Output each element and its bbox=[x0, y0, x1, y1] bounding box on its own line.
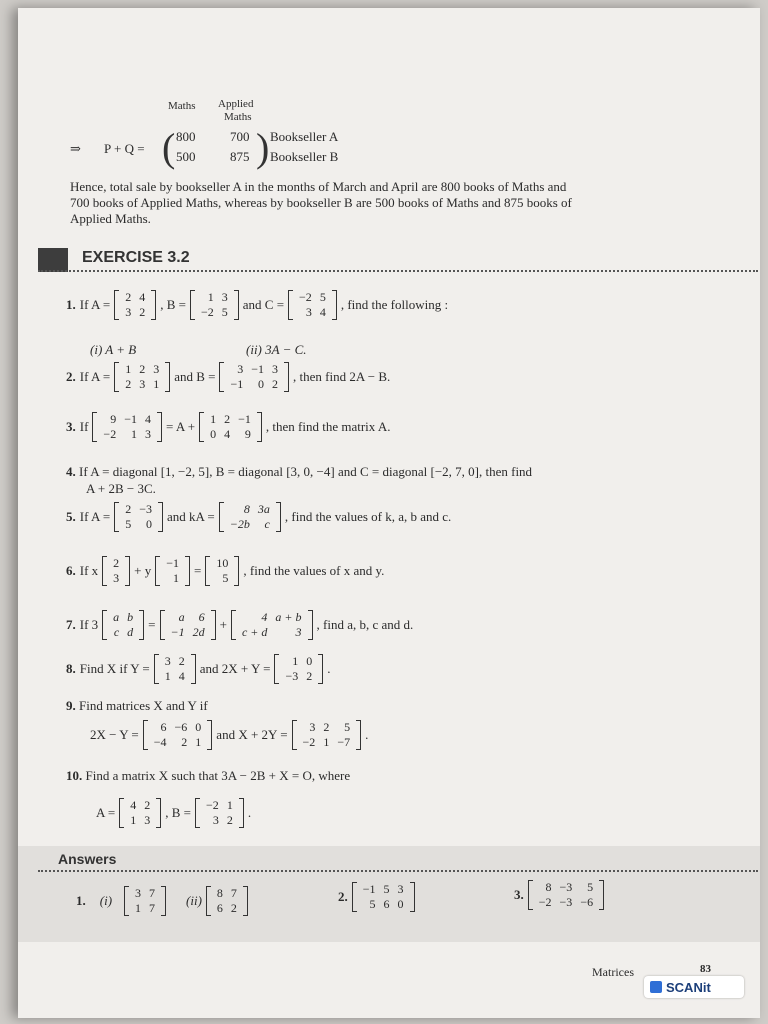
pq-r1c1: 800 bbox=[176, 129, 196, 144]
q1-a-label: If A = bbox=[79, 297, 111, 312]
q7-tail: , find a, b, c and d. bbox=[316, 617, 414, 632]
answer-1-i-matrix: 3 7 1 7 bbox=[124, 886, 166, 916]
q3-tail: , then find the matrix A. bbox=[265, 419, 391, 434]
q9-label: 2X − Y = bbox=[90, 727, 139, 742]
q10-b-label: , B = bbox=[165, 805, 192, 820]
answer-2 bbox=[338, 882, 415, 912]
footer-page-number: 83 bbox=[700, 963, 711, 975]
left-paren: ( bbox=[162, 125, 176, 170]
q1-part-i: (i) A + B bbox=[90, 342, 137, 357]
question-1 bbox=[66, 290, 448, 320]
q5-matrix-ka: 8 3a −2b c bbox=[219, 502, 281, 532]
q8-matrix-r: 1 0 −3 2 bbox=[274, 654, 323, 684]
exercise-title: EXERCISE 3.2 bbox=[82, 249, 190, 266]
question-6 bbox=[66, 556, 384, 586]
question-4 bbox=[66, 464, 532, 480]
right-paren: ) bbox=[256, 125, 270, 170]
exercise-divider bbox=[38, 270, 758, 272]
question-3 bbox=[66, 412, 390, 442]
q9-line-1: Find matrices X and Y if bbox=[79, 698, 208, 713]
q6-vector-1: 2 3 bbox=[102, 556, 130, 586]
q2-a-label: If A = bbox=[79, 369, 111, 384]
q10-matrix-b: −2 1 3 2 bbox=[195, 798, 244, 828]
answers-divider bbox=[38, 870, 758, 872]
q10-a-label: A = bbox=[96, 805, 116, 820]
question-5 bbox=[66, 502, 451, 532]
q7-matrix-p: 4 a + b c + d 3 bbox=[231, 610, 313, 640]
hence-line-1: Hence, total sale by bookseller A in the months of March and April are 800 books of Maths and bbox=[70, 179, 567, 194]
q9-tail: . bbox=[365, 727, 369, 742]
q1-part-ii: (ii) 3A − C. bbox=[246, 342, 307, 357]
q6-number: 6. bbox=[66, 563, 76, 578]
answers-title: Answers bbox=[58, 851, 117, 867]
q5-number: 5. bbox=[66, 509, 76, 524]
question-9 bbox=[66, 698, 208, 714]
q10-tail: . bbox=[247, 805, 252, 820]
q2-tail: , then find 2A − B. bbox=[293, 369, 391, 384]
q5-a-label: If A = bbox=[79, 509, 111, 524]
q7-label: If 3 bbox=[79, 617, 99, 632]
answer-3-matrix: 8 −3 5 −2 −3 −6 bbox=[528, 880, 604, 910]
q6-plus: + y bbox=[134, 563, 152, 578]
q9-equation bbox=[90, 720, 368, 750]
question-10 bbox=[66, 768, 350, 784]
hence-line-2: 700 books of Applied Maths, whereas by bookseller B are 500 books of Maths and 875 books of bbox=[70, 195, 572, 210]
q2-matrix-b: 3 −1 3 −1 0 2 bbox=[219, 362, 289, 392]
q4-line-2: A + 2B − 3C. bbox=[86, 481, 156, 496]
q4-line-1: If A = diagonal [1, −2, 5], B = diagonal [3, 0, −4] and C = diagonal [−2, 7, 0], then find bbox=[79, 464, 533, 479]
answer-1 bbox=[76, 886, 248, 916]
q2-b-label: and B = bbox=[174, 369, 216, 384]
answer-1-ii-label: (ii) bbox=[186, 893, 202, 908]
pq-r1c2: 700 bbox=[230, 129, 250, 144]
q6-vector-3: 10 5 bbox=[205, 556, 239, 586]
question-8 bbox=[66, 654, 330, 684]
q7-matrix-m: a b c d bbox=[102, 610, 144, 640]
answer-3-number: 3. bbox=[514, 887, 524, 902]
q7-number: 7. bbox=[66, 617, 76, 632]
answer-2-number: 2. bbox=[338, 889, 348, 904]
q6-equals: = bbox=[194, 563, 202, 578]
q6-tail: , find the values of x and y. bbox=[243, 563, 385, 578]
q4-number: 4. bbox=[66, 464, 76, 479]
document-page bbox=[18, 8, 760, 1018]
row-label-b: Bookseller B bbox=[270, 149, 339, 164]
q5-tail: , find the values of k, a, b and c. bbox=[284, 509, 452, 524]
col-header-applied: Applied bbox=[218, 98, 254, 110]
q1-matrix-a: 2 4 3 2 bbox=[114, 290, 156, 320]
q2-matrix-a: 1 2 3 2 3 1 bbox=[114, 362, 170, 392]
q3-matrix-n: 1 2 −1 0 4 9 bbox=[199, 412, 262, 442]
q6-vector-2: −1 1 bbox=[155, 556, 190, 586]
q2-number: 2. bbox=[66, 369, 76, 384]
q10-number: 10. bbox=[66, 768, 83, 783]
question-2 bbox=[66, 362, 390, 392]
q9-matrix-m: 6 −6 0 −4 2 1 bbox=[143, 720, 213, 750]
q3-mid: = A + bbox=[165, 419, 196, 434]
q5-mid: and kA = bbox=[166, 509, 215, 524]
q6-label: If x bbox=[79, 563, 99, 578]
q10-equation bbox=[96, 798, 251, 828]
q7-matrix-n: a 6 −1 2d bbox=[160, 610, 216, 640]
p-plus-q-label: P + Q = bbox=[104, 141, 145, 156]
q5-matrix-a: 2 −3 5 0 bbox=[114, 502, 163, 532]
col-header-applied-2: Maths bbox=[224, 111, 252, 123]
q8-tail: . bbox=[327, 661, 331, 676]
exercise-header-block bbox=[38, 248, 68, 272]
q9-number: 9. bbox=[66, 698, 76, 713]
q1-b-label: , B = bbox=[160, 297, 186, 312]
answer-2-matrix: −1 5 3 5 6 0 bbox=[352, 882, 415, 912]
q3-number: 3. bbox=[66, 419, 76, 434]
q9-matrix-n: 3 2 5 −2 1 −7 bbox=[292, 720, 362, 750]
q8-mid: and 2X + Y = bbox=[199, 661, 271, 676]
q7-equals: = bbox=[148, 617, 156, 632]
q1-c-label: and C = bbox=[242, 297, 285, 312]
answer-3 bbox=[514, 880, 604, 910]
q3-matrix-m: 9 −1 4 −2 1 3 bbox=[92, 412, 162, 442]
q1-number: 1. bbox=[66, 297, 76, 312]
q7-plus: + bbox=[219, 617, 227, 632]
scanit-watermark bbox=[644, 976, 744, 998]
q10-line-1: Find a matrix X such that 3A − 2B + X = O, where bbox=[85, 768, 351, 783]
q8-number: 8. bbox=[66, 661, 76, 676]
question-7 bbox=[66, 610, 413, 640]
footer-chapter: Matrices bbox=[592, 965, 634, 979]
answer-1-number: 1. bbox=[76, 893, 86, 908]
scanit-text: SCANit bbox=[666, 979, 711, 995]
answer-1-ii-matrix: 8 7 6 2 bbox=[206, 886, 248, 916]
row-label-a: Bookseller A bbox=[270, 129, 339, 144]
q9-mid: and X + 2Y = bbox=[216, 727, 288, 742]
q1-tail: , find the following : bbox=[340, 297, 449, 312]
q1-matrix-b: 1 3 −2 5 bbox=[190, 290, 239, 320]
q1-matrix-c: −2 5 3 4 bbox=[288, 290, 337, 320]
pq-r2c2: 875 bbox=[230, 149, 250, 164]
hence-line-3: Applied Maths. bbox=[70, 211, 151, 226]
q3-label: If bbox=[79, 419, 89, 434]
q8-label: Find X if Y = bbox=[79, 661, 150, 676]
implies-arrow: ⇒ bbox=[70, 141, 81, 156]
answer-1-i-label: (i) bbox=[99, 893, 113, 908]
q10-matrix-a: 4 2 1 3 bbox=[119, 798, 161, 828]
col-header-maths: Maths bbox=[168, 100, 196, 112]
q8-matrix-y: 3 2 1 4 bbox=[154, 654, 196, 684]
pq-r2c1: 500 bbox=[176, 149, 196, 164]
scanit-logo-icon bbox=[650, 981, 662, 993]
